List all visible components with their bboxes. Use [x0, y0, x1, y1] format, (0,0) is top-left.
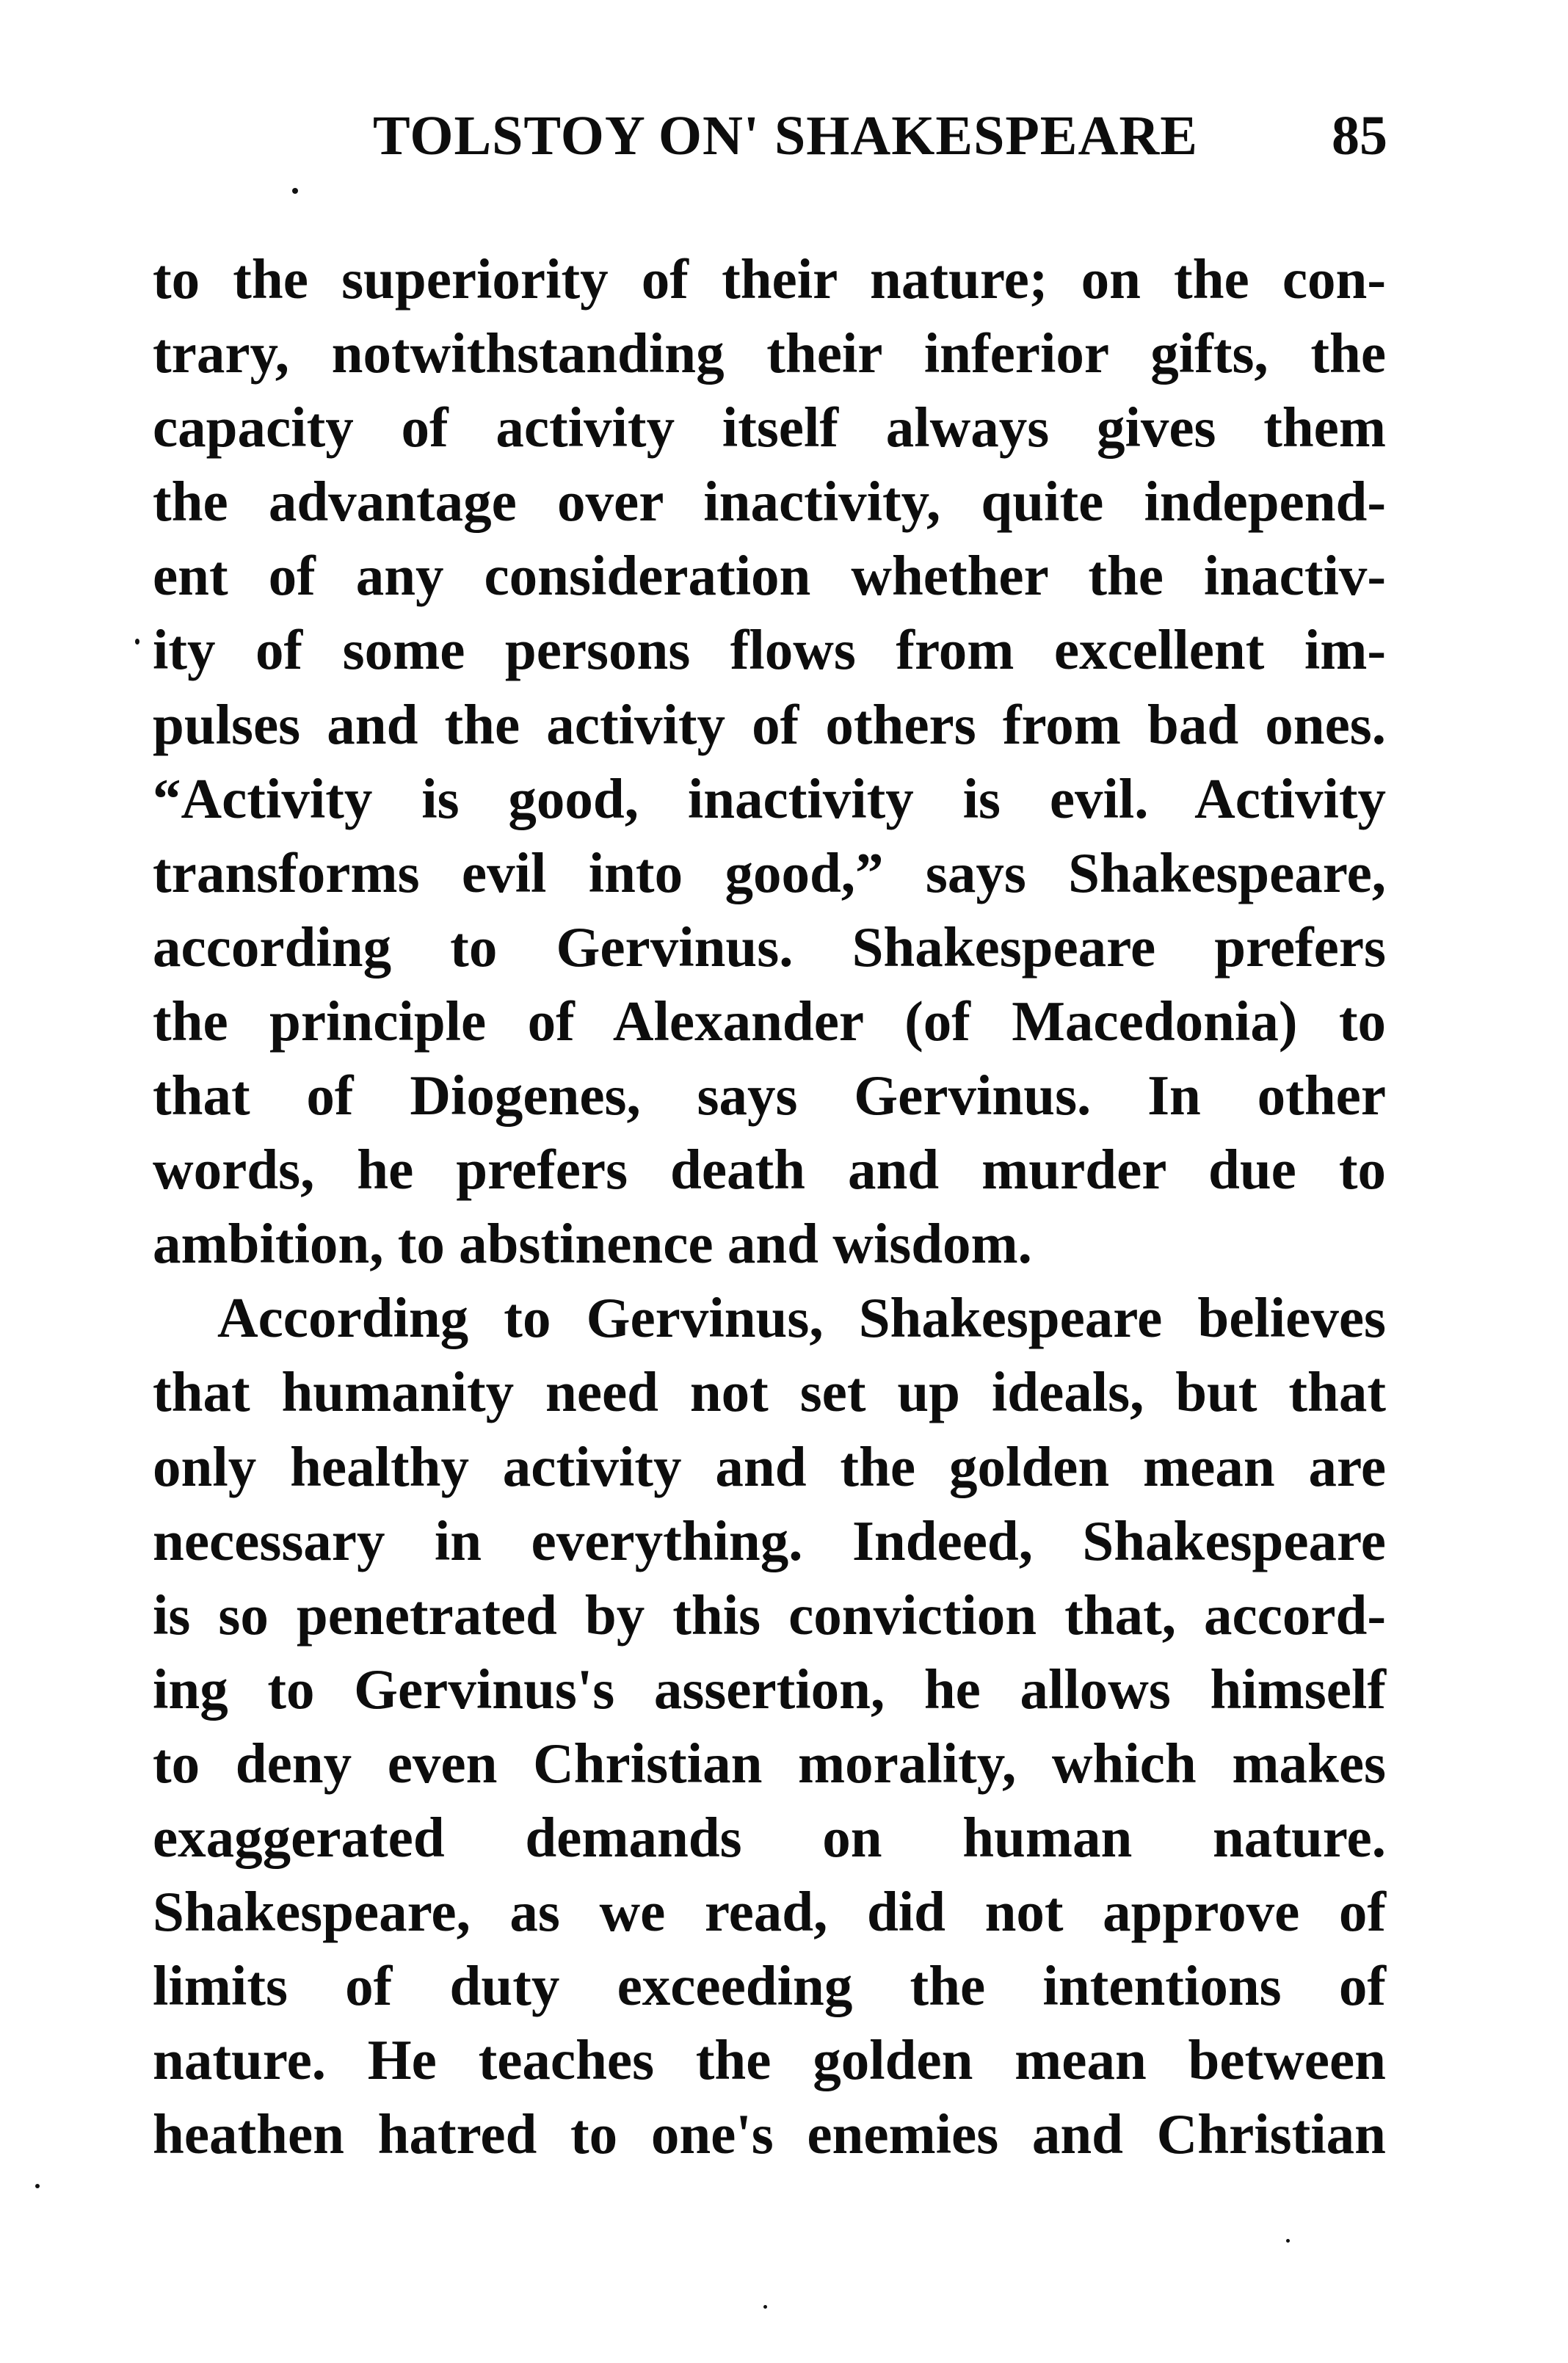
text-line: according to Gervinus. Shakespeare prefers [153, 915, 1386, 979]
text-line: nature. He teaches the golden mean between [153, 2028, 1386, 2092]
text-line: limits of duty exceeding the intentions of [153, 1954, 1386, 2018]
scan-speck [135, 639, 139, 645]
text-line: only healthy activity and the golden mean are [153, 1434, 1386, 1498]
text-line: necessary in everything. Indeed, Shakespeare [153, 1509, 1386, 1572]
text-line: pulses and the activity of others from bad ones. [153, 692, 1386, 756]
body-text [153, 242, 1386, 2171]
text-line: Shakespeare, as we read, did not approve of [153, 1880, 1386, 1944]
text-line: is so penetrated by this conviction that, accord- [153, 1583, 1386, 1647]
scan-speck [763, 2305, 767, 2309]
scan-speck [35, 2184, 40, 2188]
text-line: the advantage over inactivity, quite independ- [153, 470, 1386, 534]
text-line: that of Diogenes, says Gervinus. In other [153, 1064, 1386, 1128]
text-line: words, he prefers death and murder due to [153, 1138, 1386, 1202]
text-line: to the superiority of their nature; on the con- [153, 247, 1386, 311]
scan-speck [1286, 2239, 1290, 2243]
running-head-title: TOLSTOY ON' SHAKESPEARE [373, 105, 1198, 167]
text-line: exaggerated demands on human nature. [153, 1805, 1386, 1869]
text-line: to deny even Christian morality, which makes [153, 1731, 1386, 1795]
page-number: 85 [1332, 105, 1387, 167]
paragraph-end-line: ambition, to abstinence and wisdom. [153, 1212, 1032, 1276]
scan-speck [292, 188, 298, 194]
text-line: ity of some persons flows from excellent im- [153, 618, 1386, 682]
text-line: heathen hatred to one's enemies and Christian [153, 2102, 1386, 2166]
text-line: the principle of Alexander (of Macedonia) to [153, 989, 1386, 1053]
running-head [0, 104, 1568, 170]
text-line: that humanity need not set up ideals, but that [153, 1360, 1386, 1424]
text-line: trary, notwithstanding their inferior gifts, the [153, 322, 1386, 385]
text-line: transforms evil into good,” says Shakespeare, [153, 841, 1386, 904]
paragraph-start-line: According to Gervinus, Shakespeare believes [217, 1286, 1386, 1350]
text-line: ent of any consideration whether the inactiv- [153, 544, 1386, 608]
text-line: ing to Gervinus's assertion, he allows himself [153, 1657, 1386, 1721]
text-line: capacity of activity itself always gives them [153, 396, 1386, 460]
text-line: “Activity is good, inactivity is evil. Activity [153, 766, 1386, 830]
